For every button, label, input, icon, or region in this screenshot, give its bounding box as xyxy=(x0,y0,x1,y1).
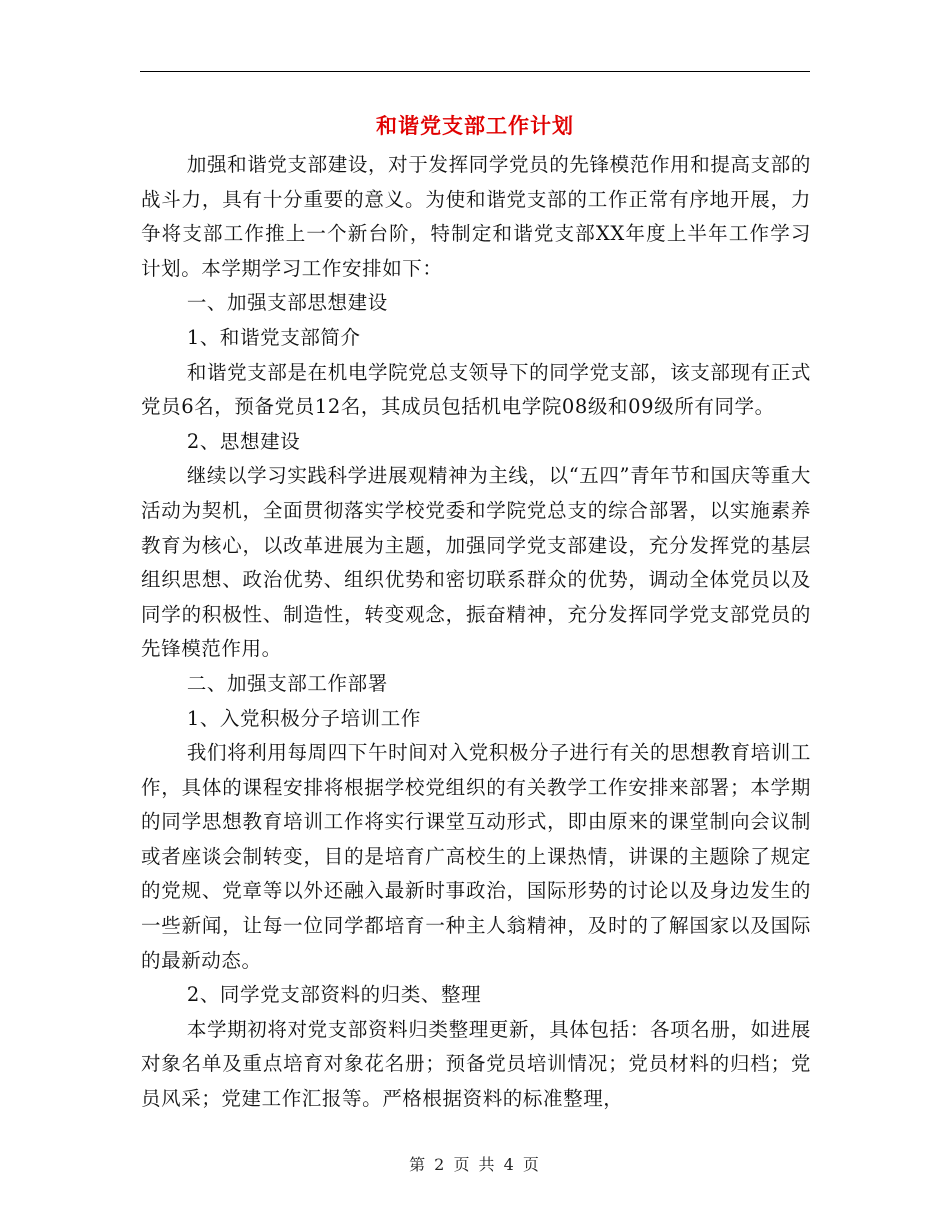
header-rule xyxy=(140,71,810,72)
paragraph-intro: 加强和谐党支部建设，对于发挥同学党员的先锋模范作用和提高支部的战斗力，具有十分重要的意义。为使和谐党支部的工作正常有序地开展，力争将支部工作推上一个新台阶，特制定和谐党支部XX年度上半年工作学习计划。本学期学习工作安排如下： xyxy=(141,153,811,280)
heading-2-2: 2、同学党支部资料的归类、整理 xyxy=(186,983,482,1007)
heading-section-1: 一、加强支部思想建设 xyxy=(186,291,388,315)
paragraph-training: 我们将利用每周四下午时间对入党积极分子进行有关的思想教育培训工作，具体的课程安排将根据学校党组织的有关教学工作安排来部署；本学期的同学思想教育培训工作将实行课堂互动形式，即由原来的课堂制向会议制或者座谈会制转变，目的是培育广高校生的上课热情，讲课的主题除了规定的党规、党章等以外还融入最新时事政治，国际形势的讨论以及身边发生的一些新闻，让每一位同学都培育一种主人翁精神，及时的了解国家以及国际的最新动态。 xyxy=(141,741,811,972)
heading-2-1: 1、入党积极分子培训工作 xyxy=(186,706,421,730)
document-title: 和谐党支部工作计划 xyxy=(376,113,574,138)
paragraph-materials: 本学期初将对党支部资料归类整理更新，具体包括：各项名册，如进展对象名单及重点培育对象花名册；预备党员培训情况；党员材料的归档；党员风采；党建工作汇报等。严格根据资料的标准整理， xyxy=(141,1017,811,1111)
page-footer: 第 2 页 共 4 页 xyxy=(409,1155,541,1174)
paragraph-branch-intro: 和谐党支部是在机电学院党总支领导下的同学党支部，该支部现有正式党员6名，预备党员12名，其成员包括机电学院08级和09级所有同学。 xyxy=(141,360,811,419)
heading-1-1: 1、和谐党支部简介 xyxy=(186,325,361,349)
paragraph-ideology: 继续以学习实践科学进展观精神为主线，以“五四”青年节和国庆等重大活动为契机，全面贯彻落实学校党委和学院党总支的综合部署，以实施素养教育为核心，以改革进展为主题，加强同学党支部建设，充分发挥党的基层组织思想、政治优势、组织优势和密切联系群众的优势，调动全体党员以及同学的积极性、制造性，转变观念，振奋精神，充分发挥同学党支部党员的先锋模范作用。 xyxy=(141,464,811,661)
heading-1-2: 2、思想建设 xyxy=(186,429,301,453)
document-body xyxy=(141,148,811,1117)
heading-section-2: 二、加强支部工作部署 xyxy=(186,671,388,695)
